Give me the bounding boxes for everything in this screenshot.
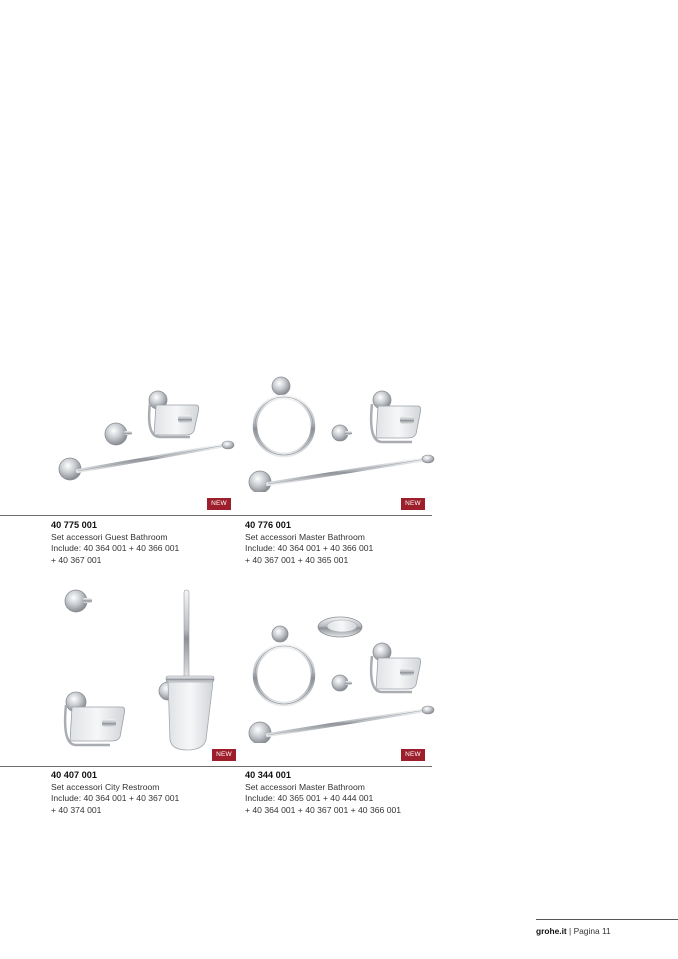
product-code: 40 776 001 (245, 520, 291, 530)
soap-dish-icon (318, 617, 362, 637)
footer-separator: | (566, 926, 574, 936)
towel-ring-icon (255, 626, 313, 704)
footer-site-link[interactable]: grohe.it (536, 926, 567, 936)
towel-hook-icon (65, 590, 92, 612)
towel-hook-icon (332, 675, 352, 691)
product-name: Set accessori Master Bathroom (245, 531, 365, 542)
product-image-city-restroom (50, 585, 240, 760)
product-include: Include: 40 364 001 + 40 366 001 (245, 543, 374, 554)
product-info-40344001 (245, 770, 401, 816)
product-include: Include: 40 364 001 + 40 367 001 (51, 793, 180, 804)
paper-holder-icon (65, 692, 125, 745)
product-name: Set accessori Guest Bathroom (51, 531, 168, 542)
footer-divider (536, 919, 678, 920)
towel-hook-icon (332, 425, 352, 441)
product-name: Set accessori City Restroom (51, 781, 160, 792)
paper-holder-icon (371, 643, 421, 692)
product-code: 40 407 001 (51, 770, 97, 780)
product-include-cont: + 40 364 001 + 40 367 001 + 40 366 001 (245, 804, 402, 815)
new-badge: NEW (207, 498, 231, 510)
product-image-guest-bathroom (50, 375, 240, 490)
product-name: Set accessori Master Bathroom (245, 781, 365, 792)
towel-bar-icon (249, 706, 434, 743)
towel-bar-icon (249, 455, 434, 492)
new-badge: NEW (401, 749, 425, 761)
product-info-40776001 (245, 520, 373, 566)
product-include: Include: 40 364 001 + 40 366 001 (51, 543, 180, 554)
row-divider (0, 766, 432, 767)
product-code: 40 344 001 (245, 770, 291, 780)
toilet-brush-icon (159, 590, 214, 750)
row-divider (0, 515, 432, 516)
page-number: Pagina 11 (573, 926, 611, 936)
product-image-master-bathroom (244, 372, 436, 492)
new-badge: NEW (212, 749, 236, 761)
towel-bar-icon (59, 441, 234, 480)
towel-ring-icon (255, 377, 313, 455)
product-code: 40 775 001 (51, 520, 97, 530)
product-include-cont: + 40 367 001 (51, 554, 102, 565)
page-footer (536, 926, 611, 936)
product-include-cont: + 40 367 001 + 40 365 001 (245, 554, 349, 565)
product-include: Include: 40 365 001 + 40 444 001 (245, 793, 374, 804)
product-include-cont: + 40 374 001 (51, 804, 102, 815)
towel-hook-icon (105, 423, 132, 445)
paper-holder-icon (371, 391, 421, 442)
product-info-40775001 (51, 520, 179, 566)
new-badge: NEW (401, 498, 425, 510)
paper-holder-icon (149, 391, 199, 437)
product-info-40407001 (51, 770, 179, 816)
product-image-master-bathroom-complete (244, 608, 436, 743)
